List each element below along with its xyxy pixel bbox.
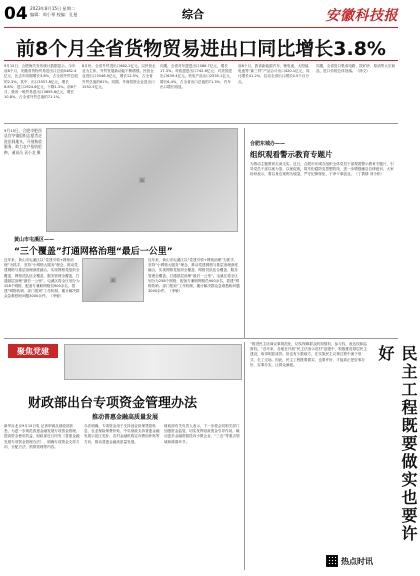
bottom-headline: 财政部出台专项资金管理办法 [28,396,198,411]
story-body: 近年来，黄山市屯溪区以“党建引领+网格治理”为抓手，坚持“小网格大服务”理念，推动党建网格与基层治理深度融合，实现网格党组织全覆盖、网格员队伍全覆盖、服务管理全覆盖，打通基层治理“最后一公里”。屯溪区将全区划分为258个网格，配备专兼职网格员900余名，搭建“网格吹哨、部门报到”工作机制，累计解决群众急难愁盼问题3000余件。（李敏） [4,258,80,299]
divider [4,60,398,61]
column-divider [244,342,245,570]
bottom-body-2: 办法明确，专项资金用于支持创业担保贷款贴息、农业保险保费补贴、中央财政支持普惠金融发展示范区奖补、农村金融机构定向费用补贴等方向，推动普惠金融高质量发展。 [84,424,160,444]
divider [4,123,398,124]
qr-code-icon [326,555,338,567]
section-stamp: 聚焦党建 [8,344,58,358]
section-title: 综合 [182,8,204,21]
story-photo [82,258,144,302]
bottom-body-1: 新华社北京9月15日电 记者申铖从财政部获悉，为进一步规范普惠金融发展专项资金管理，提高资金使用效益，财政部近日印发《普惠金融发展专项资金管理办法》，明确专项资金支持方向、分配方法、预算管理等内容。 [4,424,80,449]
right-body: 为推动主题教育走深走实，近日，合肥市东城办组织全体党员干部观看警示教育专题片，引导党员干部以案为鉴、以案促改，筑牢拒腐防变思想防线，进一步增强廉洁自律意识。大家纷纷表示，要以身边案例为镜鉴，严守纪律规矩，干净干事创业。（丁倩倩 刘小松） [250,162,394,177]
commentary-title: 民主工程既要做实也要许好 [376,345,418,543]
bottom-body-3: 财政部有关负责人表示，下一步将会同相关部门加强资金监管，切实发挥财政资金引导作用，撬动更多金融资源投向小微企业、“三农”等重点领域和薄弱环节。 [164,424,240,444]
lead-column-2: 8月份，全省外贸进出口662.2亿元。以民营企业为主体，外贸发展新动能不断增强。民营企业进出口3346.9亿元，增长12.5%，占全省外贸总值的61%。同期，外商投资企业进出口1552.5亿元。 [82,64,156,89]
farm-photo [46,128,238,232]
commentary-body: “推进民主协商议事规范化，切实保障群众的知情权、参与权、表达权和监督权。”近年来，各地在开展“民主法治示范村”创建中，积极推进基层民主建设，取得明显成效。但也有少数地方，在实施民主议事过程中流于形式，走了过场。因此，民主工程既要做实，也要许好，才能真正把好事办好、实事办实，让群众满意。 [250,342,367,367]
image-placeholder-icon: ▣ [109,276,117,284]
lead-column-4: 前8个月，我省新能源汽车、锂电池、太阳能电池等“新三样”产品合计出口420.1亿元，同比增长41.2%，拉动全省出口增长4.5个百分点。 [238,64,310,84]
story-body-continued: 近年来，黄山市屯溪区以“党建引领+网格治理”为抓手，坚持“小网格大服务”理念，推动党建网格与基层治理深度融合，实现网格党组织全覆盖、网格员队伍全覆盖、服务管理全覆盖，打通基层治理“最后一公里”。屯溪区将全区划分为258个网格，配备专兼职网格员900余名，搭建“网格吹哨、部门报到”工作机制，累计解决群众急难愁盼问题3000余件。（李敏） [148,258,240,294]
story-headline: “三个覆盖”打通网格治理“最后一公里” [14,247,173,257]
page-number: 04 [4,4,28,24]
lead-column-5: 同期，全省进口集成电路、铁矿砂、原油等大宗商品，进口价格总体回落。（徐文） [316,64,396,74]
issue-info [30,6,77,17]
right-headline: 组织观看警示教育专题片 [250,150,333,159]
right-kicker: 合肥东城办—— [250,141,286,147]
date-line: 2023年8月15日 星期二 [30,6,76,11]
photo-caption: 9月15日，合肥市肥西县官亭镇组织志愿者走进田间地头，开展秋收服务，助力农户抢收抢种。通讯员 袁小龙 摄 [4,128,42,155]
lead-headline: 前8个月全省货物贸易进出口同比增长3.8% [16,38,386,60]
divider [4,338,398,339]
newspaper-logo: 安徽科技报 [325,8,398,24]
hot-news-footer [326,554,396,568]
image-placeholder-icon: ▣ [138,176,146,184]
editor-line: 编辑：周小琴 校编：孔曼 [30,11,78,17]
footer-label: 热点时讯 [341,556,373,566]
bottom-subheadline: 推动普惠金融高质量发展 [92,414,159,421]
masthead [4,4,398,28]
column-divider [244,128,245,338]
decor-banner [64,344,242,380]
lead-column-1: 9月15日，合肥海关发布统计数据显示，今年前8个月，安徽省货物贸易进出口总值5482.4亿元，比去年同期增长3.8%，占全国外贸总值的2.3%。其中，出口3557.8亿元，增长6.8%；进口1924.6亿元，下降1.3%。前8个月，我省一般贸易进出口3895.6亿元，增长10.8%，占全省外贸总值的71.1%。 [4,64,78,100]
story-kicker: 黄山市屯溪区—— [14,237,55,243]
lead-column-3: 同期，全省对东盟进出口586.7亿元，增长17.3%；对欧盟进出口742.6亿元；对美国进出口639.4亿元。机电产品出口2535.1亿元，增长6.4%，占全省出口总值的71.3%；汽车出口增长明显。 [160,64,234,89]
